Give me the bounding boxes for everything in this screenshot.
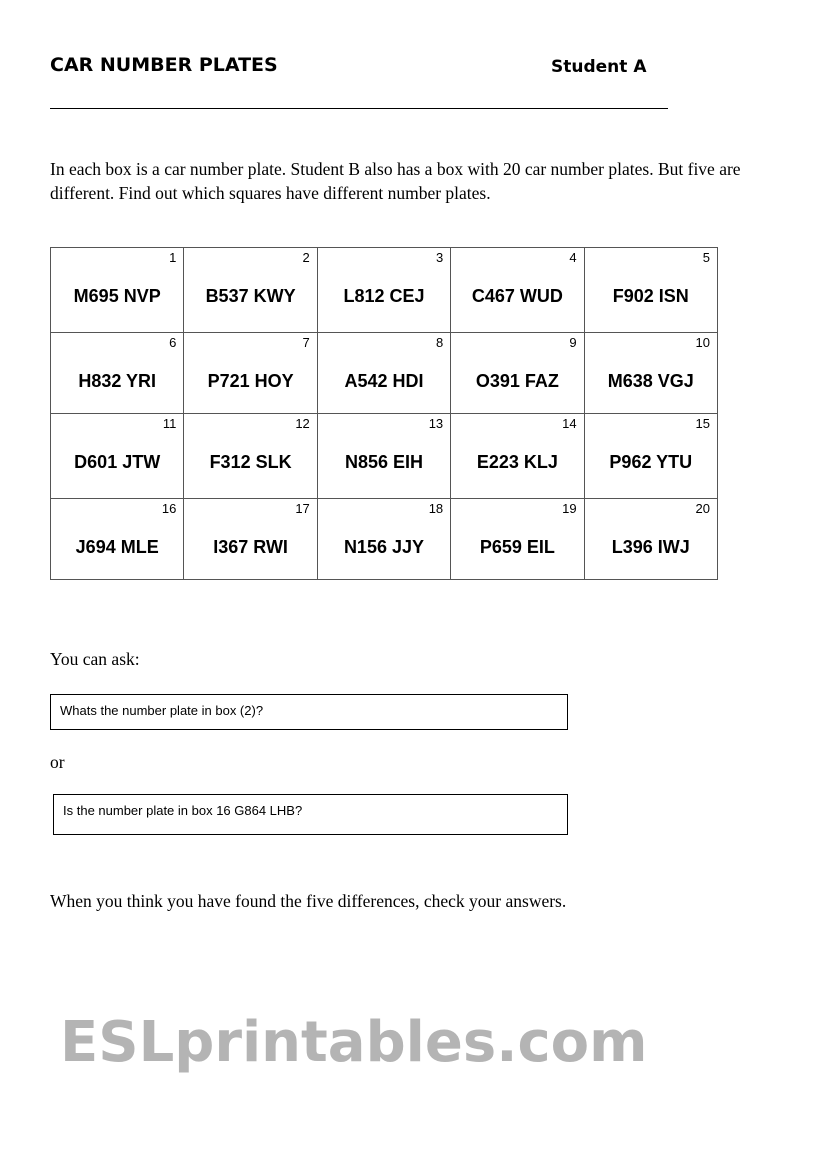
- box-number: 15: [695, 416, 710, 431]
- box-number: 17: [295, 501, 310, 516]
- plate-cell: [184, 333, 317, 414]
- plate-cell: [317, 248, 450, 333]
- grid-row: [51, 499, 718, 580]
- plate-cell: [451, 333, 584, 414]
- box-number: 4: [569, 250, 577, 265]
- plate-cell: [51, 248, 184, 333]
- number-plate: N856 EIH: [344, 452, 423, 472]
- box-number: 11: [162, 416, 177, 431]
- number-plate: C467 WUD: [471, 286, 563, 306]
- box-number: 14: [562, 416, 577, 431]
- number-plate: A542 HDI: [344, 371, 424, 391]
- or-label: or: [50, 752, 65, 772]
- number-plate: O391 FAZ: [475, 371, 559, 391]
- number-plate: M695 NVP: [73, 286, 161, 306]
- box-number: 1: [169, 250, 177, 265]
- divider: [50, 108, 668, 109]
- number-plate: E223 KLJ: [476, 452, 558, 472]
- number-plate: M638 VGJ: [607, 371, 694, 391]
- number-plate: L812 CEJ: [343, 286, 425, 306]
- box-number: 8: [435, 335, 444, 350]
- plate-cell: [51, 333, 184, 414]
- box-number: 5: [702, 250, 710, 265]
- number-plate: P721 HOY: [207, 371, 294, 391]
- box-number: 2: [302, 250, 310, 265]
- number-plate-grid: [50, 247, 718, 580]
- plate-cell: [317, 414, 450, 499]
- box-number: 19: [562, 501, 577, 516]
- plate-cell: [184, 414, 317, 499]
- worksheet-title: CAR NUMBER PLATES: [50, 54, 278, 76]
- closing-instruction: When you think you have found the five differences, check your answers.: [50, 891, 567, 911]
- plate-cell: [184, 248, 317, 333]
- plate-cell: [317, 499, 450, 580]
- number-plate: P659 EIL: [479, 537, 555, 557]
- number-plate: B537 KWY: [205, 286, 296, 306]
- student-label: Student A: [551, 57, 647, 77]
- plate-cell: [184, 499, 317, 580]
- number-plate: N156 JJY: [343, 537, 424, 557]
- box-number: 6: [169, 335, 177, 350]
- box-number: 7: [302, 335, 310, 350]
- plate-cell: [51, 414, 184, 499]
- plate-cell: [451, 414, 584, 499]
- plate-cell: [51, 499, 184, 580]
- number-plate: H832 YRI: [78, 371, 157, 391]
- box-number: 3: [435, 250, 444, 265]
- grid-row: [51, 333, 718, 414]
- number-plate: F902 ISN: [612, 286, 689, 306]
- grid-row: [51, 248, 718, 333]
- plate-cell: [584, 414, 717, 499]
- number-plate: L396 IWJ: [611, 537, 690, 557]
- plate-cell: [584, 333, 717, 414]
- ask-label: You can ask:: [50, 649, 140, 669]
- box-number: 9: [569, 335, 577, 350]
- number-plate: I367 RWI: [213, 537, 288, 557]
- number-plate: J694 MLE: [75, 537, 159, 557]
- example-question-2: Is the number plate in box 16 G864 LHB?: [53, 794, 568, 835]
- number-plate: F312 SLK: [209, 452, 292, 472]
- box-number: 18: [428, 501, 444, 516]
- plate-cell: [317, 333, 450, 414]
- box-number: 13: [428, 416, 444, 431]
- instructions: In each box is a car number plate. Student B also has a box with 20 car number plates. But five are different. Find out which squares have different number plates.: [50, 159, 741, 203]
- plate-cell: [451, 248, 584, 333]
- box-number: 20: [695, 501, 710, 516]
- watermark-logo: ESLprintables.com: [60, 1010, 648, 1075]
- grid-row: [51, 414, 718, 499]
- box-number: 10: [695, 335, 710, 350]
- plate-cell: [451, 499, 584, 580]
- number-plate: P962 YTU: [609, 452, 693, 472]
- plate-cell: [584, 248, 717, 333]
- box-number: 12: [295, 416, 310, 431]
- number-plate: D601 JTW: [74, 452, 161, 472]
- box-number: 16: [161, 501, 177, 516]
- plate-cell: [584, 499, 717, 580]
- example-question-1: Whats the number plate in box (2)?: [50, 694, 568, 730]
